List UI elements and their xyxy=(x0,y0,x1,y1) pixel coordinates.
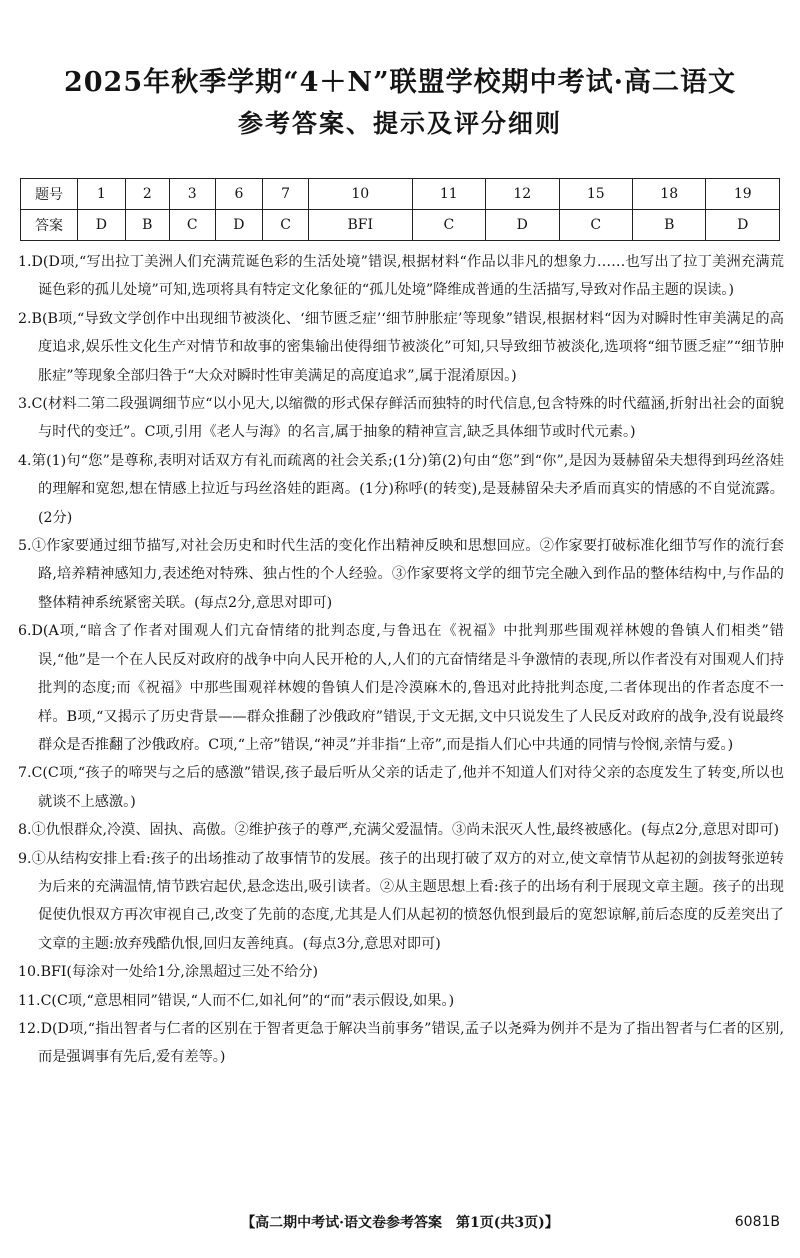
answer-cell: C xyxy=(263,210,309,241)
answer-item-10: 10.BFI(每涂对一处给1分,涂黑超过三处不给分) xyxy=(18,964,319,981)
answer-cell: D xyxy=(215,210,263,241)
page-subtitle: 参考答案、提示及评分细则 xyxy=(237,109,562,138)
answer-item-11: 11.C(C项,“意思相同”错误,“人而不仁,如礼何”的“而”表示假设,如果。) xyxy=(18,992,455,1009)
row-label-question: 题号 xyxy=(21,179,78,210)
answer-explanations xyxy=(18,248,784,1072)
answer-cell: B xyxy=(632,210,705,241)
question-number-cell: 10 xyxy=(308,179,412,210)
row-label-answer: 答案 xyxy=(21,210,78,241)
answer-cell: C xyxy=(559,210,632,241)
question-number-cell: 1 xyxy=(78,179,126,210)
answer-item-5: 5.①作家要通过细节描写,对社会历史和时代生活的变化作出精神反映和思想回应。②作家要打破标准化细节写作的流行套路,培养精神感知力,表述绝对特殊、独占性的个人经验。③作家要将文学的细节完全融入到作品的整体结构中,与作品的整体精神系统紧密关联。(每点2分,意思对即可) xyxy=(18,538,784,611)
page-title: 2025年秋季学期“4＋N”联盟学校期中考试·高二语文 xyxy=(63,67,737,98)
answer-item-2: 2.B(B项,“导致文学创作中出现细节被淡化、‘细节匮乏症’‘细节肿胀症’等现象”错误,根据材料“因为对瞬时性审美满足的高度追求,娱乐性文化生产对情节和故事的密集输出使得细节被淡化”可知,只导致细节被淡化,选项将“细节匮乏症”“细节肿胀症”等现象全部归咎于“大众对瞬时性审美满足的高度追求”,属于混淆原因。) xyxy=(18,310,784,384)
answer-cell: B xyxy=(125,210,169,241)
question-number-cell: 12 xyxy=(486,179,559,210)
answer-cell: D xyxy=(486,210,559,241)
question-number-cell: 11 xyxy=(412,179,485,210)
document-code: 6081B xyxy=(734,1214,780,1230)
question-number-cell: 2 xyxy=(125,179,169,210)
answer-cell: C xyxy=(169,210,215,241)
answer-cell: D xyxy=(78,210,126,241)
question-number-cell: 15 xyxy=(559,179,632,210)
question-number-cell: 19 xyxy=(706,179,780,210)
question-number-cell: 3 xyxy=(169,179,215,210)
answer-item-4: 4.第(1)句“您”是尊称,表明对话双方有礼而疏离的社会关系;(1分)第(2)句由“您”到“你”,是因为聂赫留朵夫想得到玛丝洛娃的理解和宽恕,想在情感上拉近与玛丝洛娃的距离。(1分)称呼(的转变),是聂赫留朵夫矛盾而真实的情感的不自觉流露。(2分) xyxy=(18,452,784,526)
answer-item-3: 3.C(材料二第二段强调细节应“以小见大,以缩微的形式保存鲜活而独特的时代信息,包含特殊的时代蕴涵,折射出社会的面貌与时代的变迁”。C项,引用《老人与海》的名言,属于抽象的精神宣言,缺乏具体细节或时代元素。) xyxy=(18,396,784,441)
answer-cell: C xyxy=(412,210,485,241)
page-footer: 【高二期中考试·语文卷参考答案 第1页(共3页)】 xyxy=(241,1215,559,1231)
answer-row xyxy=(21,210,780,241)
question-number-cell: 7 xyxy=(263,179,309,210)
answer-item-1: 1.D(D项,“写出拉丁美洲人们充满荒诞色彩的生活处境”错误,根据材料“作品以非凡的想象力……也写出了拉丁美洲充满荒诞色彩的孤儿处境”可知,选项将具有特定文化象征的“孤儿处境”降维成普通的生活描写,导致对作品主题的误读。) xyxy=(18,254,784,299)
answer-item-8: 8.①仇恨群众,冷漠、固执、高傲。②维护孩子的尊严,充满父爱温情。③尚未泯灭人性,最终被感化。(每点2分,意思对即可) xyxy=(18,822,780,839)
question-number-cell: 6 xyxy=(215,179,263,210)
answer-item-6: 6.D(A项,“暗含了作者对围观人们亢奋情绪的批判态度,与鲁迅在《祝福》中批判那些围观祥林嫂的鲁镇人们相类”错误,“他”是一个在人民反对政府的战争中向人民开枪的人,人们的亢奋情绪是斗争激情的表现,所以作者没有对围观人们持批判的态度;而《祝福》中那些围观祥林嫂的鲁镇人们是冷漠麻木的,鲁迅对此持批判态度,二者体现出的作者态度不一样。B项,“又揭示了历史背景——群众推翻了沙俄政府”错误,于文无据,文中只说发生了人民反对政府的战争,没有说最终群众是否推翻了沙俄政府。C项,“上帝”错误,“神灵”并非指“上帝”,而是指人们心中共通的同情与怜悯,亲情与爱。) xyxy=(18,623,784,753)
question-number-cell: 18 xyxy=(632,179,705,210)
answer-item-7: 7.C(C项,“孩子的啼哭与之后的感激”错误,孩子最后听从父亲的话走了,他并不知道人们对待父亲的态度发生了转变,所以也就谈不上感激。) xyxy=(18,765,784,810)
answer-table xyxy=(20,178,780,241)
answer-item-12: 12.D(D项,“指出智者与仁者的区别在于智者更急于解决当前事务”错误,孟子以尧舜为例并不是为了指出智者与仁者的区别,而是强调事有先后,爱有差等。) xyxy=(18,1020,784,1066)
answer-item-9: 9.①从结构安排上看:孩子的出场推动了故事情节的发展。孩子的出现打破了双方的对立,使文章情节从起初的剑拔弩张逆转为后来的充满温情,情节跌宕起伏,悬念迭出,吸引读者。②从主题思想上看:孩子的出场有利于展现文章主题。孩子的出现促使仇恨双方再次审视自己,改变了先前的态度,尤其是人们从起初的愤怒仇恨到最后的宽恕谅解,前后态度的反差突出了文章的主题:放弃残酷仇恨,回归友善纯真。(每点3分,意思对即可) xyxy=(18,850,784,952)
answer-cell: BFI xyxy=(308,210,412,241)
answer-cell: D xyxy=(706,210,780,241)
question-number-row xyxy=(21,179,780,210)
